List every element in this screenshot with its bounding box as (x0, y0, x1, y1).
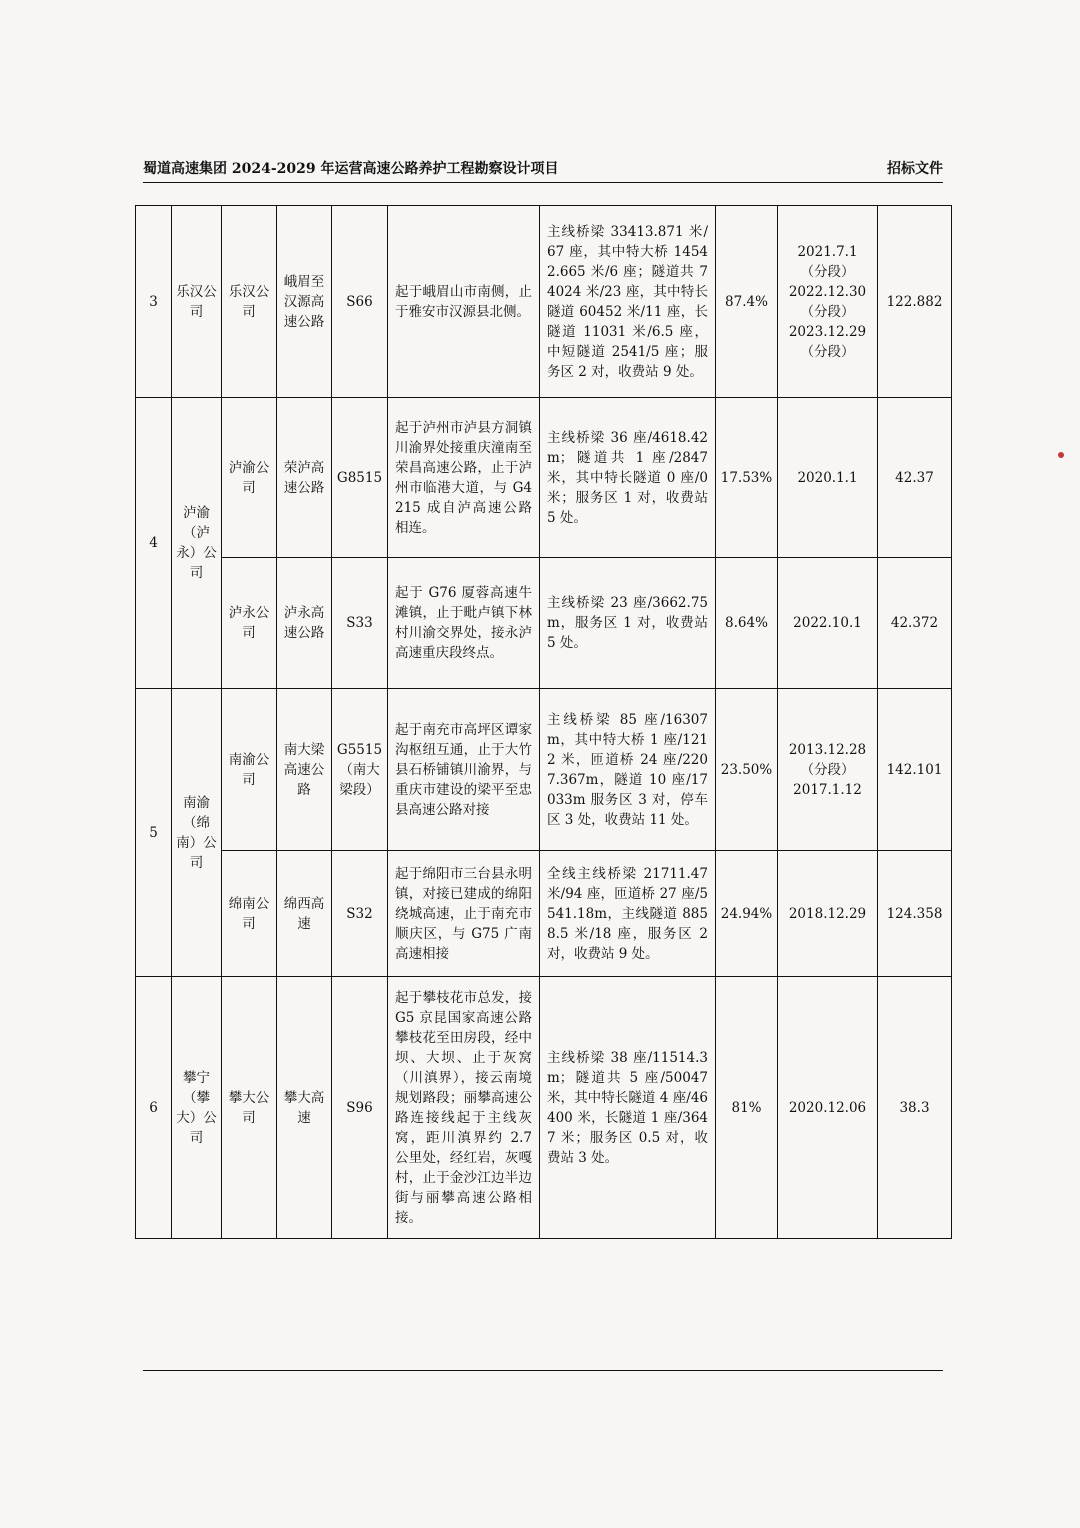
road-name: 荣泸高速公路 (277, 398, 332, 558)
ratio-value: 24.94% (716, 851, 778, 977)
date-line: 2022.12.30 (788, 283, 867, 300)
length-value: 42.37 (878, 398, 952, 558)
company-name: 绵南公司 (222, 851, 277, 977)
ratio-value: 81% (716, 977, 778, 1239)
structure-summary: 主线桥梁 85 座/16307m，其中特大桥 1 座/1212 米，匝道桥 24 座/2207.367m，隧道 10 座/17033m 服务区 3 对，停车区 3 处，收费站 11 处。 (540, 689, 716, 851)
footer-rule (143, 1370, 943, 1371)
structure-summary: 主线桥梁 33413.871 米/67 座，其中特大桥 14542.665 米/6 座；隧道共 74024 米/23 座，其中特长隧道 60452 米/11 座，长隧道 11031 米/6.5 座，中短隧道 2541/5 座；服务区 2 对，收费站 9 处。 (540, 206, 716, 398)
red-dot-mark (1058, 452, 1064, 458)
page-header (143, 158, 943, 180)
date-line: 2018.12.29 (788, 905, 867, 922)
table-row (136, 851, 952, 977)
road-name: 南大梁高速公路 (277, 689, 332, 851)
road-code: S96 (332, 977, 388, 1239)
date-line: （分段） (800, 343, 855, 360)
length-value: 38.3 (878, 977, 952, 1239)
length-value: 122.882 (878, 206, 952, 398)
length-value: 124.358 (878, 851, 952, 977)
date-line: 2013.12.28 (788, 741, 867, 758)
group-company: 泸渝（泸永）公司 (172, 398, 222, 689)
opening-date (778, 206, 878, 398)
company-name: 泸永公司 (222, 558, 277, 689)
group-company: 乐汉公司 (172, 206, 222, 398)
structure-summary: 主线桥梁 23 座/3662.75m，服务区 1 对，收费站 5 处。 (540, 558, 716, 689)
length-value: 142.101 (878, 689, 952, 851)
company-name: 泸渝公司 (222, 398, 277, 558)
road-code: S33 (332, 558, 388, 689)
company-name: 南渝公司 (222, 689, 277, 851)
opening-date (778, 689, 878, 851)
row-number: 4 (136, 398, 172, 689)
road-name: 泸永高速公路 (277, 558, 332, 689)
length-value: 42.372 (878, 558, 952, 689)
company-name: 攀大公司 (222, 977, 277, 1239)
table-row (136, 558, 952, 689)
date-line: （分段） (800, 303, 855, 320)
table-row (136, 977, 952, 1239)
date-line: 2020.12.06 (788, 1099, 867, 1116)
date-line: 2023.12.29 (788, 323, 867, 340)
opening-date (778, 977, 878, 1239)
date-line: 2022.10.1 (793, 615, 862, 631)
road-code: G5515（南大梁段） (332, 689, 388, 851)
route-description: 起于泸州市泸县方洞镇川渝界处接重庆潼南至荣昌高速公路，止于泸州市临港大道，与 G4215 成自泸高速公路相连。 (388, 398, 540, 558)
ratio-value: 87.4% (716, 206, 778, 398)
route-description: 起于攀枝花市总发，接 G5 京昆国家高速公路攀枝花至田房段，经中坝、大坝、止于灰窝（川滇界），接云南境规划路段；丽攀高速公路连接线起于主线灰窝，距川滇界约 2.7 公里处，经红岩，灰嘎村，止于金沙江边半边街与丽攀高速公路相接。 (388, 977, 540, 1239)
date-line: （分段） (800, 263, 855, 280)
table-row (136, 689, 952, 851)
group-company: 攀宁（攀大）公司 (172, 977, 222, 1239)
group-company: 南渝（绵南）公司 (172, 689, 222, 977)
date-line: （分段） (800, 761, 855, 778)
road-name: 峨眉至汉源高速公路 (277, 206, 332, 398)
route-description: 起于峨眉山市南侧，止于雅安市汉源县北侧。 (388, 206, 540, 398)
ratio-value: 8.64% (716, 558, 778, 689)
road-code: S66 (332, 206, 388, 398)
header-doc-type: 招标文件 (887, 161, 943, 177)
route-description: 起于绵阳市三台县永明镇，对接已建成的绵阳绕城高速，止于南充市顺庆区，与 G75 广南高速相接 (388, 851, 540, 977)
road-code: G8515 (332, 398, 388, 558)
date-line: 2017.1.12 (793, 781, 862, 798)
table-row (136, 206, 952, 398)
highway-table (135, 205, 952, 1239)
route-description: 起于 G76 厦蓉高速牛滩镇，止于毗卢镇下林村川渝交界处，接永泸高速重庆段终点。 (388, 558, 540, 689)
road-name: 绵西高速 (277, 851, 332, 977)
ratio-value: 23.50% (716, 689, 778, 851)
row-number: 3 (136, 206, 172, 398)
ratio-value: 17.53% (716, 398, 778, 558)
date-line: 2020.1.1 (797, 469, 858, 486)
opening-date (778, 558, 878, 689)
header-title: 蜀道高速集团 2024-2029 年运营高速公路养护工程勘察设计项目 (143, 161, 559, 177)
row-number: 6 (136, 977, 172, 1239)
road-name: 攀大高速 (277, 977, 332, 1239)
table-row (136, 398, 952, 558)
road-code: S32 (332, 851, 388, 977)
row-number: 5 (136, 689, 172, 977)
header-rule (143, 182, 943, 183)
structure-summary: 主线桥梁 36 座/4618.42m；隧道共 1 座/2847 米，其中特长隧道 0 座/0 米；服务区 1 对，收费站 5 处。 (540, 398, 716, 558)
structure-summary: 主线桥梁 38 座/11514.3m；隧道共 5 座/50047 米，其中特长隧道 4 座/46400 米，长隧道 1 座/3647 米；服务区 0.5 对，收费站 3 处。 (540, 977, 716, 1239)
company-name: 乐汉公司 (222, 206, 277, 398)
date-line: 2021.7.1 (797, 243, 858, 260)
structure-summary: 全线主线桥梁 21711.47 米/94 座，匝道桥 27 座/5541.18m，主线隧道 8858.5 米/18 座，服务区 2 对，收费站 9 处。 (540, 851, 716, 977)
opening-date (778, 398, 878, 558)
opening-date (778, 851, 878, 977)
route-description: 起于南充市高坪区谭家沟枢纽互通，止于大竹县石桥铺镇川渝界，与重庆市建设的梁平至忠县高速公路对接 (388, 689, 540, 851)
